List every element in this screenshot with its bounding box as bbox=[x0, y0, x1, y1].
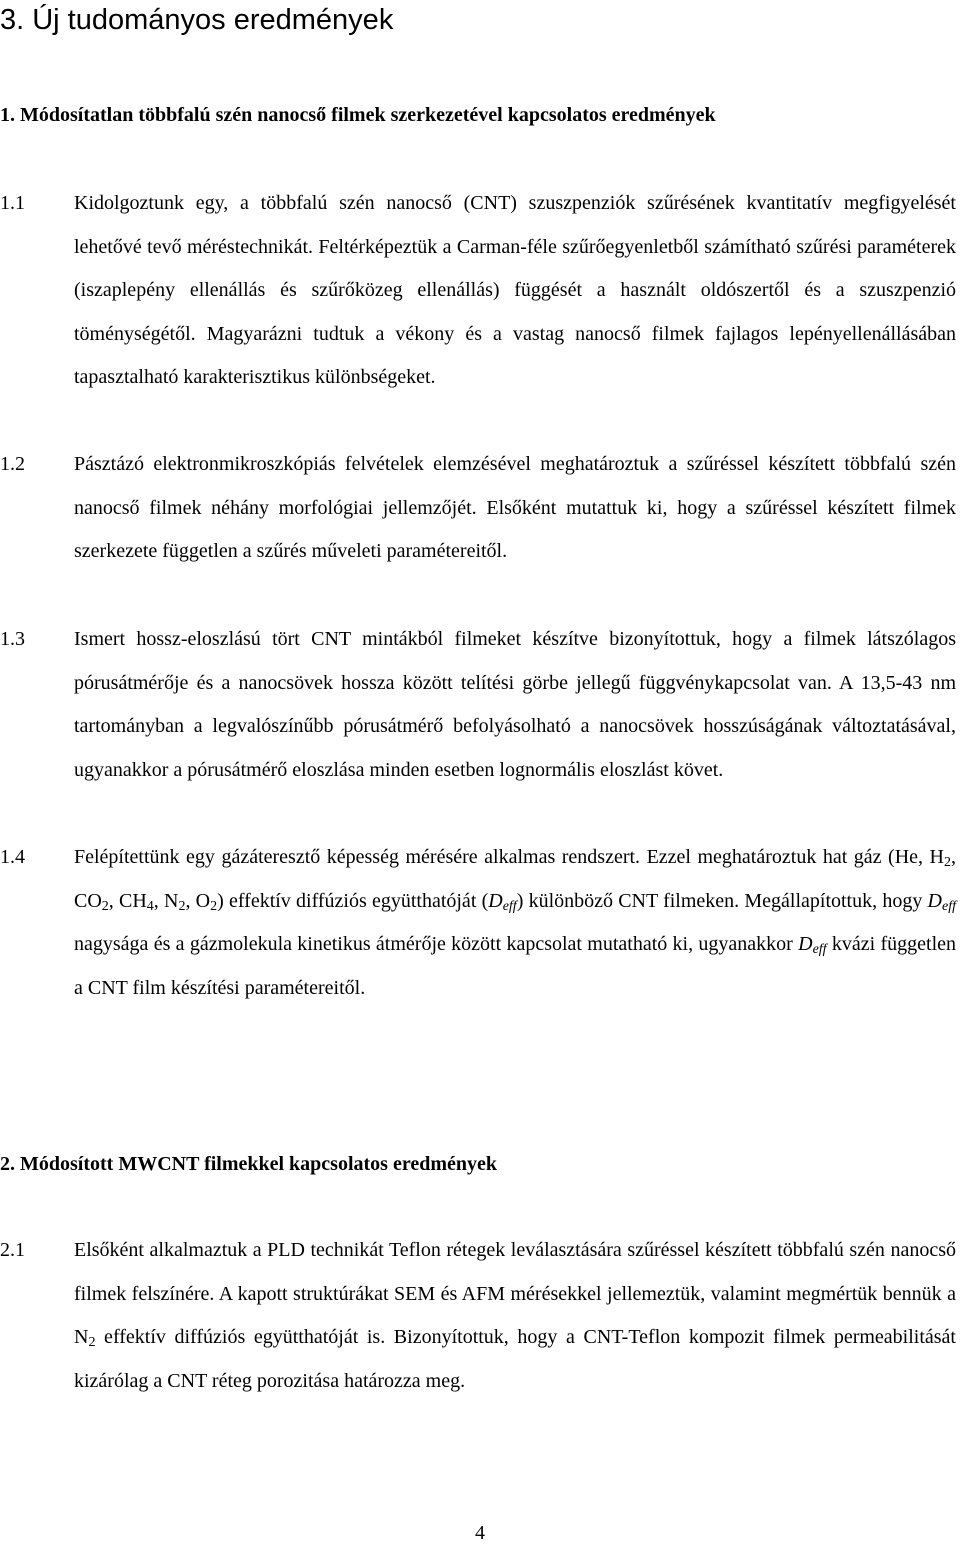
result-item-1-3 bbox=[0, 618, 956, 792]
subscript-italic bbox=[813, 942, 827, 957]
italic-symbol: D bbox=[488, 889, 503, 912]
text-segment: Elsőként alkalmaztuk a PLD technikát Teflon rétegek leválasztására szűréssel készített többfalú szén nanocső filmek felszínére. A kapott struktúrákat SEM és AFM mérésekkel jellemeztük, valamint megmértük bennük a N bbox=[74, 1239, 956, 1348]
text-segment: , N bbox=[153, 889, 179, 912]
text-segment: , O bbox=[185, 889, 211, 912]
subscript: 2 bbox=[101, 898, 109, 914]
subscript-italic bbox=[503, 899, 517, 914]
page-number: 4 bbox=[475, 1522, 485, 1544]
text-segment: kvázi független a CNT film készítési paramétereitől. bbox=[74, 933, 957, 999]
item-text bbox=[74, 836, 956, 1010]
item-number: 1.2 bbox=[0, 453, 25, 475]
text-segment: ) effektív diffúziós együtthatóját ( bbox=[217, 889, 489, 912]
item-number: 2.1 bbox=[0, 1239, 25, 1261]
italic-symbol: eff bbox=[812, 942, 827, 957]
text-segment: effektív diffúziós együtthatóját is. Bizonyítottuk, hogy a CNT-Teflon kompozit filmek permeabilitását kizárólag a CNT réteg porozitása határozza meg. bbox=[74, 1326, 956, 1392]
item-text bbox=[74, 1229, 956, 1403]
chapter-title: 3. Új tudományos eredmények bbox=[0, 4, 394, 36]
item-text: Kidolgoztunk egy, a többfalú szén nanocső (CNT) szuszpenziók szűrésének kvantitatív megfigyelését lehetővé tevő méréstechnikát. Feltérképeztük a Carman-féle szűrőegyenletből számítható szűrési paraméterek (iszaplepény ellenállás és szűrőközeg ellenállás) függését a használt oldószertől és a szuszpenzió töménységétől. Magyarázni tudtuk a vékony és a vastag nanocső filmek fajlagos lepényellenállásában tapasztalható karakterisztikus különbségeket. bbox=[74, 192, 956, 388]
text-segment: Felépítettünk egy gázáteresztő képesség mérésére alkalmas rendszert. Ezzel meghatároztuk hat gáz (He, H bbox=[74, 846, 944, 868]
result-item-1-4 bbox=[0, 836, 956, 1010]
subscript-italic bbox=[942, 899, 956, 914]
item-text: Pásztázó elektronmikroszkópiás felvételek elemzésével meghatároztuk a szűréssel készített többfalú szén nanocső filmek néhány morfológiai jellemzőjét. Elsőként mutattuk ki, hogy a szűréssel készített filmek szerkezete független a szűrés műveleti paramétereitől. bbox=[74, 453, 956, 562]
section-heading-2: 2. Módosított MWCNT filmekkel kapcsolatos eredmények bbox=[0, 1153, 498, 1175]
subscript: 2 bbox=[178, 898, 186, 914]
text-segment: nagysága és a gázmolekula kinetikus átmérője között kapcsolat mutatható ki, ugyanakkor bbox=[74, 933, 799, 955]
italic-symbol: D bbox=[927, 889, 942, 912]
result-item-1-2 bbox=[0, 443, 956, 574]
section-heading-1: 1. Módosítatlan többfalú szén nanocső filmek szerkezetével kapcsolatos eredmények bbox=[0, 104, 716, 126]
result-item-2-1 bbox=[0, 1229, 956, 1403]
item-number: 1.1 bbox=[0, 192, 25, 214]
subscript: 2 bbox=[210, 898, 218, 914]
italic-symbol: D bbox=[798, 933, 813, 955]
text-segment: , CH bbox=[108, 889, 147, 912]
item-text: Ismert hossz-eloszlású tört CNT mintákból filmeket készítve bizonyítottuk, hogy a filmek látszólagos pórusátmérője és a nanocsövek hossza között telítési görbe jellegű függvénykapcsolat van. A 13,5-43 nm tartományban a legvalószínűbb pórusátmérő befolyásolható a nanocsövek hosszúságának változtatásával, ugyanakkor a pórusátmérő eloszlása minden esetben lognormális eloszlást követ. bbox=[74, 628, 956, 781]
item-number: 1.3 bbox=[0, 628, 25, 650]
text-segment: , CO bbox=[74, 846, 956, 912]
item-number: 1.4 bbox=[0, 846, 25, 868]
subscript: 4 bbox=[146, 898, 154, 914]
subscript: 2 bbox=[944, 855, 951, 870]
italic-symbol: eff bbox=[941, 898, 956, 914]
text-segment: ) különböző CNT filmeken. Megállapítottuk, hogy bbox=[516, 889, 928, 912]
subscript: 2 bbox=[88, 1335, 96, 1350]
result-item-1-1 bbox=[0, 182, 956, 400]
italic-symbol: eff bbox=[502, 898, 517, 914]
